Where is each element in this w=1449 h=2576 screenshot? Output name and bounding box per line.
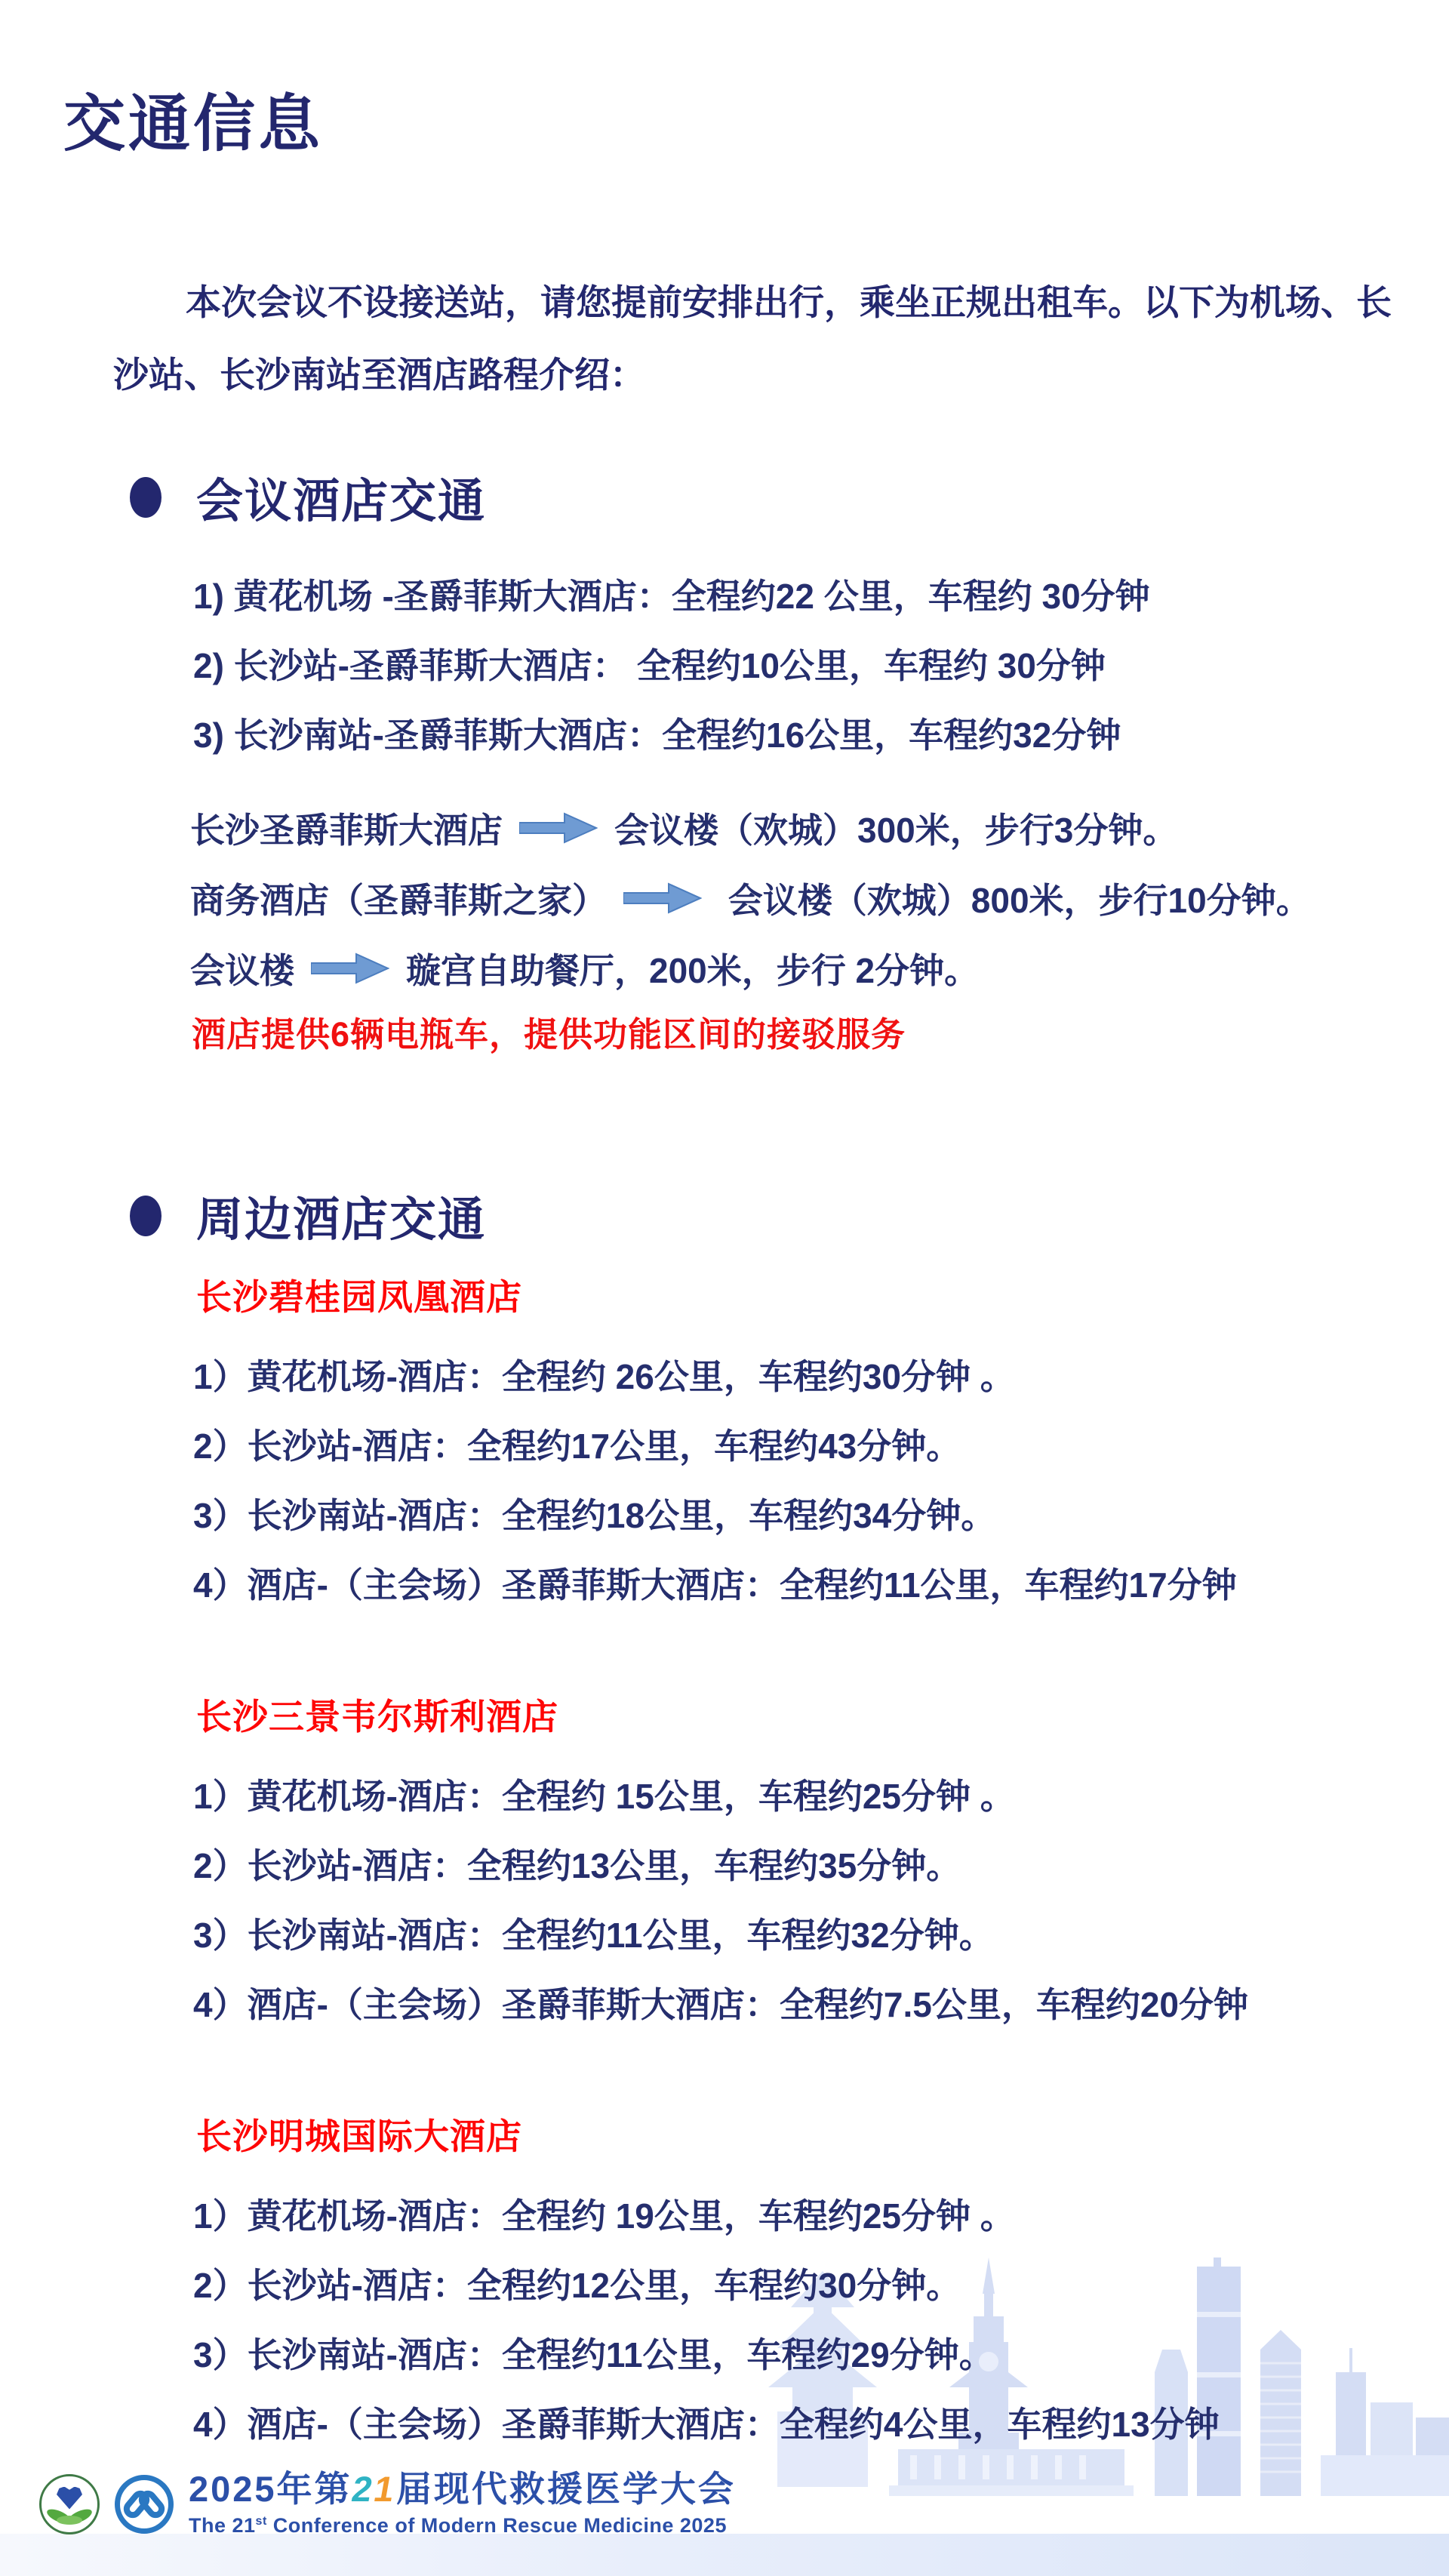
walk-to: 会议楼（欢城）800米，步行10分钟。 bbox=[718, 880, 1311, 920]
conference-title-block bbox=[189, 2470, 736, 2538]
hotel-name: 长沙明城国际大酒店 bbox=[196, 2116, 522, 2156]
walk-row bbox=[190, 863, 1311, 933]
route-item: 1）黄花机场-酒店：全程约 26公里，车程约30分钟 。 bbox=[193, 1357, 1015, 1396]
intro-paragraph: 本次会议不设接送站，请您提前安排出行，乘坐正规出租车。以下为机场、长沙站、长沙南站至酒店路程介绍： bbox=[113, 282, 1392, 395]
route-item: 4）酒店-（主会场）圣爵菲斯大酒店：全程约11公里，车程约17分钟 bbox=[193, 1565, 1237, 1605]
route-item: 4）酒店-（主会场）圣爵菲斯大酒店：全程约4公里，车程约13分钟 bbox=[193, 2405, 1220, 2444]
conference-title-en bbox=[189, 2509, 736, 2538]
hotel-block bbox=[193, 2113, 1248, 2459]
shuttle-note: 酒店提供6辆电瓶车，提供功能区间的接驳服务 bbox=[192, 1015, 906, 1054]
hotel-name: 长沙碧桂园凤凰酒店 bbox=[196, 1277, 522, 1317]
walk-row bbox=[190, 933, 1311, 1003]
section-heading-label: 周边酒店交通 bbox=[196, 1194, 487, 1246]
bullet-icon bbox=[130, 1196, 162, 1236]
conference-number-2: 2 bbox=[348, 2469, 378, 2509]
conference-title-cn bbox=[189, 2470, 736, 2509]
hotel-block bbox=[193, 1694, 1248, 2039]
route-item: 2）长沙站-酒店：全程约13公里，车程约35分钟。 bbox=[193, 1846, 961, 1885]
hotel-name: 长沙三景韦尔斯利酒店 bbox=[196, 1697, 558, 1737]
emblem-leaf-icon bbox=[57, 2516, 82, 2525]
walk-from: 长沙圣爵菲斯大酒店 bbox=[190, 810, 503, 850]
conference-number-1: 1 bbox=[371, 2469, 400, 2509]
route-item: 2) 长沙站-圣爵菲斯大酒店： 全程约10公里，车程约 30分钟 bbox=[193, 646, 1106, 685]
route-item: 3) 长沙南站-圣爵菲斯大酒店：全程约16公里，车程约32分钟 bbox=[193, 716, 1121, 755]
nearby-hotel-list bbox=[193, 1274, 1248, 2533]
route-item: 4）酒店-（主会场）圣爵菲斯大酒店：全程约7.5公里，车程约20分钟 bbox=[193, 1985, 1249, 2024]
conference-title-en-sup: st bbox=[255, 2515, 267, 2528]
walk-from: 会议楼 bbox=[190, 950, 294, 990]
rescue-medicine-knot-logo bbox=[115, 2475, 174, 2534]
arrow-right-icon bbox=[623, 881, 702, 916]
route-item: 2）长沙站-酒店：全程约17公里，车程约43分钟。 bbox=[193, 1426, 961, 1466]
conference-title-cn-suffix: 届现代救援医学大会 bbox=[395, 2469, 736, 2509]
hotel-block bbox=[193, 1274, 1248, 1620]
route-item: 1）黄花机场-酒店：全程约 19公里，车程约25分钟 。 bbox=[193, 2196, 1015, 2236]
walk-to: 璇宫自助餐厅，200米，步行 2分钟。 bbox=[406, 950, 980, 990]
route-item: 3）长沙南站-酒店：全程约11公里，车程约29分钟。 bbox=[193, 2335, 994, 2374]
conference-title-en-suffix: Conference of Modern Rescue Medicine 2025 bbox=[266, 2514, 727, 2537]
section-heading-nearby-hotels bbox=[130, 1182, 486, 1249]
walk-row bbox=[190, 792, 1311, 863]
walk-from: 商务酒店（圣爵菲斯之家） bbox=[190, 880, 607, 920]
conference-title-cn-prefix: 2025年第 bbox=[189, 2469, 352, 2509]
hotel-routes bbox=[193, 1762, 1248, 2039]
section-heading-hotel-transport bbox=[130, 463, 486, 531]
page-title: 交通信息 bbox=[63, 89, 324, 158]
footer-gradient-band bbox=[0, 2534, 1449, 2576]
route-item: 1) 黄花机场 -圣爵菲斯大酒店：全程约22 公里，车程约 30分钟 bbox=[193, 577, 1150, 616]
route-item: 3）长沙南站-酒店：全程约11公里，车程约32分钟。 bbox=[193, 1916, 994, 1955]
bullet-icon bbox=[130, 477, 162, 518]
route-item: 3）长沙南站-酒店：全程约18公里，车程约34分钟。 bbox=[193, 1496, 996, 1535]
arrow-right-icon bbox=[519, 811, 598, 845]
walking-route-list bbox=[190, 792, 1311, 1003]
arrow-right-icon bbox=[311, 951, 389, 986]
association-emblem-logo bbox=[39, 2474, 100, 2534]
section-heading-label: 会议酒店交通 bbox=[196, 475, 487, 528]
conference-title-en-prefix: The 21 bbox=[189, 2514, 256, 2537]
footer bbox=[39, 2470, 736, 2538]
emblem-heart-icon bbox=[57, 2487, 82, 2510]
hotel-routes bbox=[193, 1342, 1248, 1620]
hotel-routes bbox=[193, 2181, 1248, 2459]
route-item: 1）黄花机场-酒店：全程约 15公里，车程约25分钟 。 bbox=[193, 1777, 1015, 1816]
conference-hotel-route-list bbox=[193, 562, 1150, 770]
route-item: 2）长沙站-酒店：全程约12公里，车程约30分钟。 bbox=[193, 2266, 961, 2305]
walk-to: 会议楼（欢城）300米，步行3分钟。 bbox=[614, 810, 1178, 850]
